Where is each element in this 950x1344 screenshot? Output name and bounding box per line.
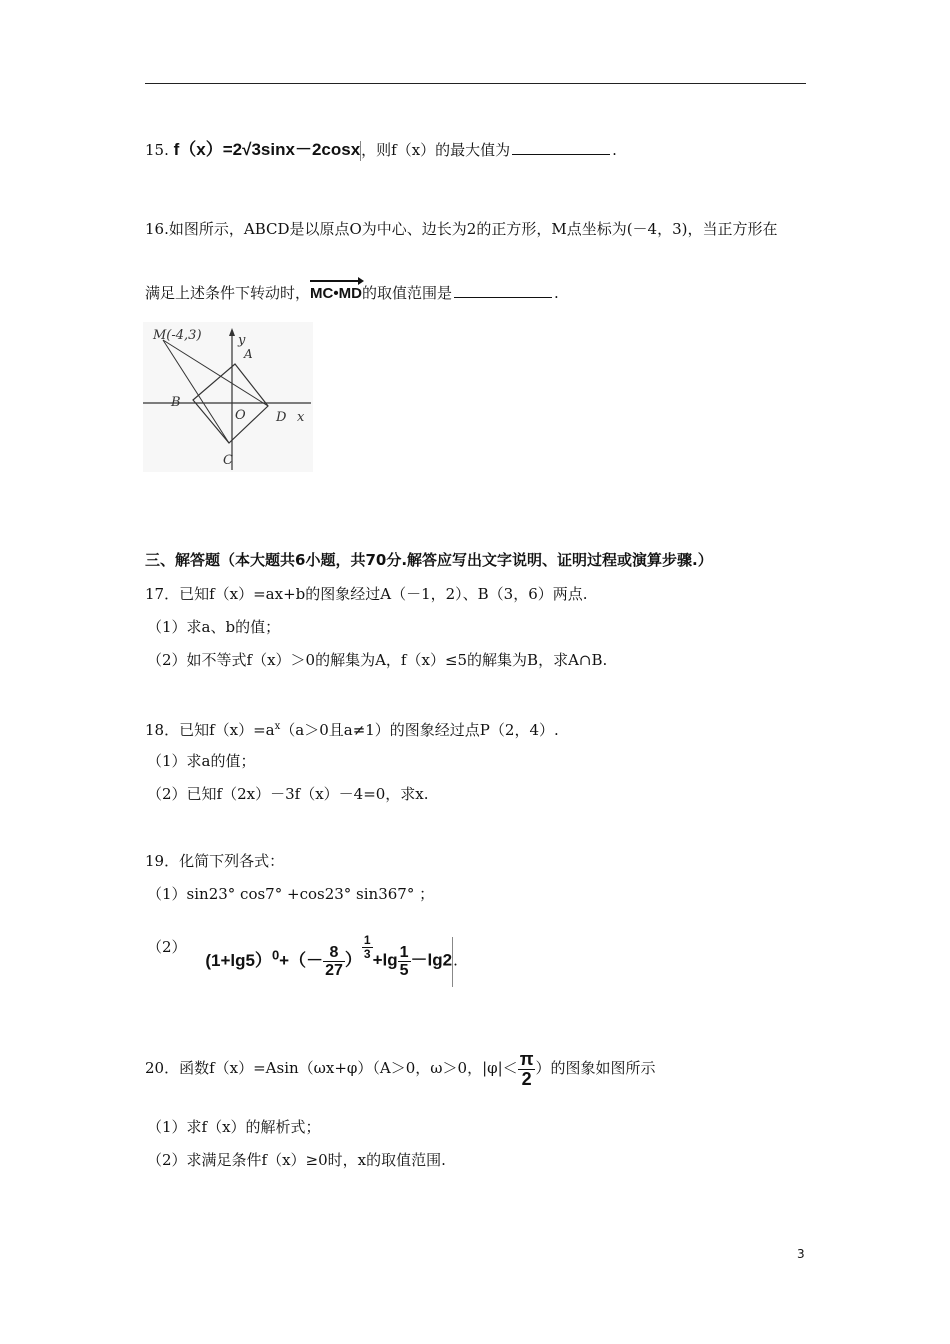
page-number: 3 xyxy=(797,1247,805,1261)
q15-formula: f（x）=2√3sinx－2cosx xyxy=(173,140,361,159)
q16-answer-blank xyxy=(454,283,552,298)
question-20-part1: （1）求f（x）的解析式； xyxy=(147,1118,321,1136)
fraction-pi-2: $\frac{\pi}{2}$ xyxy=(519,1048,534,1089)
header-rule xyxy=(145,83,806,84)
question-18-part2: （2）已知f（2x）－3f（x）－4=0，求x. xyxy=(147,785,429,803)
label-o: O xyxy=(235,408,246,423)
label-m: M(-4,3) xyxy=(153,328,202,343)
question-19-stem: 19．化简下列各式： xyxy=(145,852,285,870)
question-16-line1: 16.如图所示，ABCD是以原点O为中心、边长为2的正方形，M点坐标为(－4，3)，当正方形在 xyxy=(145,220,778,238)
fraction-1-5: $\frac{1}{5}$ xyxy=(399,944,409,980)
fraction-8-27: $\frac{8}{27}$ xyxy=(325,944,343,980)
q15-answer-blank xyxy=(512,140,610,155)
question-17-part2: （2）如不等式f（x）＞0的解集为A，f（x）≤5的解集为B，求A∩B. xyxy=(147,651,608,669)
label-x: x xyxy=(297,410,305,425)
q16-text-before: 满足上述条件下转动时， xyxy=(145,284,311,302)
question-19-part1: （1）sin23° cos7° +cos23° sin367° ； xyxy=(147,885,435,903)
q15-end: . xyxy=(612,141,617,159)
question-19-part2: （2） (1+lg5）$^0$+（－ $\frac{8}{27}$ ） $\frac{1}{3}$ +lg $\frac{1}{5}$ －lg2. xyxy=(147,930,458,987)
question-18-part1: （1）求a的值； xyxy=(147,752,256,770)
q15-text: ，则f（x）的最大值为 xyxy=(361,141,511,159)
q16-text-after: 的取值范围是 xyxy=(361,284,452,302)
figure-background xyxy=(143,322,313,472)
question-15 xyxy=(145,139,617,161)
q16-vector-product: MC•MD xyxy=(310,283,362,305)
label-b: B xyxy=(171,395,181,410)
question-17-part1: （1）求a、b的值； xyxy=(147,618,281,636)
q18-exponent: x xyxy=(274,721,281,732)
question-16-line2 xyxy=(145,282,559,305)
question-20-part2: （2）求满足条件f（x）≥0时，x的取值范围. xyxy=(147,1151,446,1169)
label-c: C xyxy=(223,453,233,468)
q16-figure xyxy=(143,322,313,472)
q16-end: . xyxy=(553,284,559,302)
question-18-stem: 18．已知$f(x)=a^x(a>0$且a≠1）的图象经过点P（2，4）. xyxy=(145,721,559,739)
label-y: y xyxy=(238,333,246,348)
label-a: A xyxy=(244,347,253,361)
q15-number: 15. xyxy=(145,141,169,159)
question-20-stem: 20．函数f（x）=Asin（ωx+φ）（A＞0，ω＞0，|φ|＜ $\frac{\pi}{2}$ ）的图象如图所示 xyxy=(145,1048,656,1089)
section-3-header: 三、解答题（本大题共6小题，共70分.解答应写出文字说明、证明过程或演算步骤.） xyxy=(145,551,713,569)
label-d: D xyxy=(276,410,287,425)
question-17-stem: 17．已知f（x）=ax+b的图象经过A（－1，2）、B（3，6）两点. xyxy=(145,585,588,603)
exponent-1-3: $\frac{1}{3}$ xyxy=(363,933,371,962)
